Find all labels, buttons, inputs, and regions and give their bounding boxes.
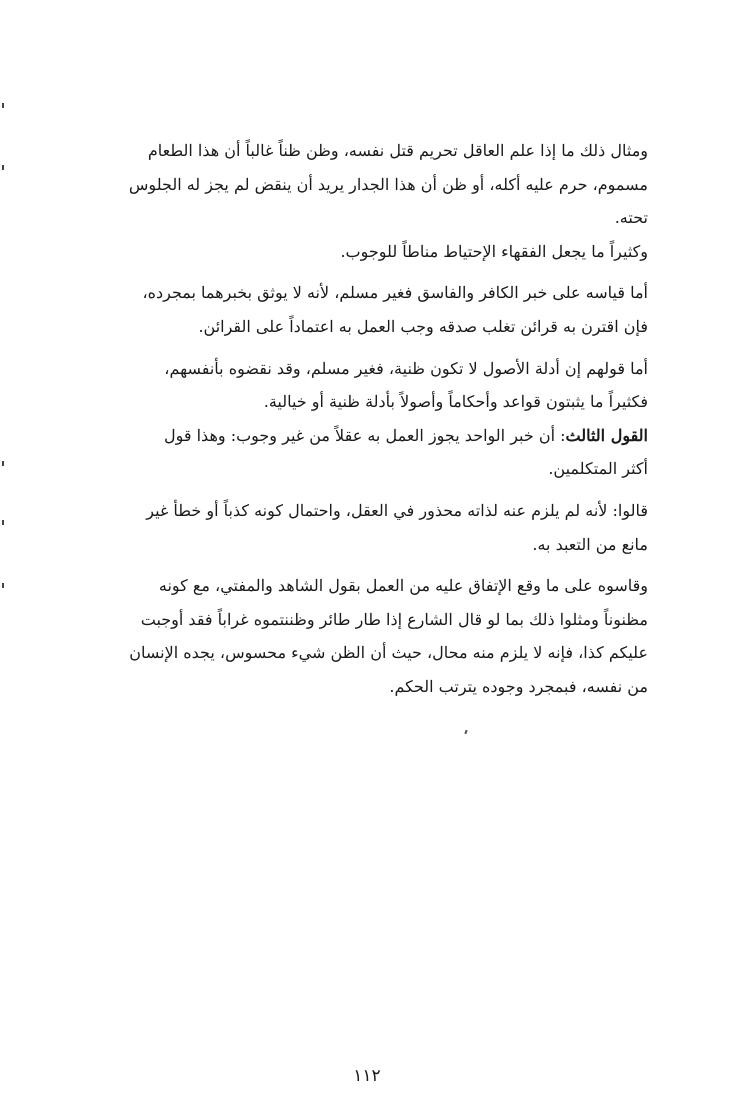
text-line: عليكم كذا، فإنه لا يلزم منه محال، حيث أن الظن شيء محسوس، يجده الإنسان	[129, 643, 648, 663]
third-opinion-heading: القول الثالث	[565, 425, 648, 445]
text-line: مسموم، حرم عليه أكله، أو ظن أن هذا الجدار يريد أن ينقض لم يجز له الجلوس	[128, 174, 648, 194]
text-line: فإن اقترن به قرائن تغلب صدقه وجب العمل به اعتماداً على القرائن.	[198, 316, 648, 336]
text-line: وقاسوه على ما وقع الإتفاق عليه من العمل بقول الشاهد والمفتي، مع كونه	[158, 576, 648, 596]
third-opinion-line	[96, 419, 648, 453]
text-line: مانع من التعبد به.	[532, 534, 648, 554]
text-line: من نفسه، فبمجرد وجوده يترتب الحكم.	[389, 676, 648, 696]
text-line: فكثيراً ما يثبتون قواعد وأحكاماً وأصولاً بأدلة ظنية أو خيالية.	[263, 392, 648, 412]
edge-mark	[2, 461, 4, 466]
third-opinion-text: : أن خبر الواحد يجوز العمل به عقلاً من غير وجوب: وهذا قول	[163, 425, 566, 445]
text-line: تحته.	[614, 208, 648, 228]
stray-mark	[464, 730, 467, 734]
text-line: ومثال ذلك ما إذا علم العاقل تحريم قتل نفسه، وظن ظناً غالباً أن هذا الطعام	[147, 141, 648, 160]
text-line: مظنوناً ومثلوا ذلك بما لو قال الشارع إذا طار طائر وظننتموه غراباً فقد أوجبت	[140, 609, 648, 629]
text-line: أما قياسه على خبر الكافر والفاسق فغير مسلم، لأنه لا يوثق بخبرهما بمجرده،	[142, 283, 648, 303]
page-body-text	[96, 134, 648, 704]
edge-mark	[2, 520, 4, 525]
text-line: أما قولهم إن أدلة الأصول لا تكون ظنية، فغير مسلم، وقد نقضوه بأنفسهم،	[164, 358, 648, 378]
text-line: قالوا: لأنه لم يلزم عنه لذاته محذور في العقل، واحتمال كونه كذباً أو خطأ غير	[146, 500, 648, 520]
edge-mark	[2, 583, 4, 588]
page-number: ١١٢	[353, 1066, 381, 1086]
text-line: أكثر المتكلمين.	[548, 459, 648, 479]
edge-mark	[2, 103, 4, 108]
text-line: وكثيراً ما يجعل الفقهاء الإحتياط مناطاً للوجوب.	[340, 241, 648, 261]
edge-mark	[2, 165, 4, 170]
